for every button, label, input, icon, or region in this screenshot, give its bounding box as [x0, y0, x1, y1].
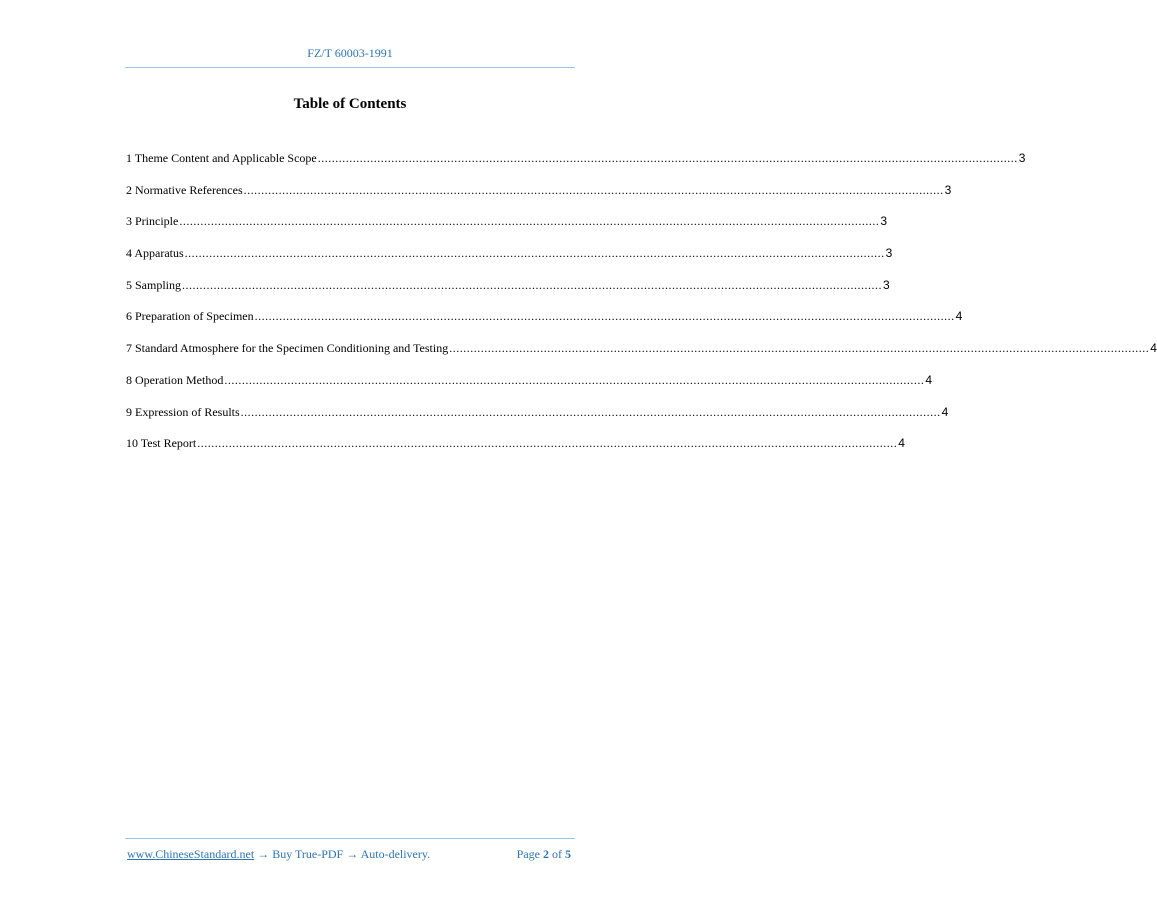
- page-of: of: [549, 847, 565, 861]
- toc-entry[interactable]: [126, 402, 949, 434]
- toc-leader-dots: ........................................................................................................................................................................................................: [197, 436, 898, 451]
- header-divider: [125, 67, 575, 68]
- toc-entry-label: 3 Principle: [126, 214, 179, 229]
- toc-entry[interactable]: [126, 433, 905, 465]
- toc-entry-label: 9 Expression of Results: [126, 404, 240, 419]
- toc-entry-page: 3: [883, 277, 890, 292]
- toc-entry-label: 4 Apparatus: [126, 246, 184, 261]
- toc-entry[interactable]: [126, 338, 1157, 370]
- toc-entry-label: 5 Sampling: [126, 277, 182, 292]
- toc-entry-page: 4: [925, 372, 932, 387]
- toc-entry-page: 4: [898, 436, 905, 451]
- footer-promo: [127, 847, 430, 862]
- toc-leader-dots: ........................................................................................................................................................................................................: [240, 404, 941, 419]
- toc-leader-dots: ........................................................................................................................................................................................................: [317, 151, 1018, 165]
- toc-leader-dots: ........................................................................................................................................................................................................: [224, 372, 925, 387]
- running-footer: [127, 847, 571, 862]
- toc-entry-page: 3: [1018, 151, 1026, 165]
- toc-leader-dots: ........................................................................................................................................................................................................: [254, 309, 955, 324]
- toc-entry-page: 4: [955, 309, 963, 324]
- toc-leader-dots: ........................................................................................................................................................................................................: [179, 214, 880, 229]
- toc-entry[interactable]: [126, 306, 963, 338]
- toc-entry-page: 4: [1150, 341, 1157, 356]
- page-prefix: Page: [516, 847, 543, 861]
- toc-entry[interactable]: [126, 211, 888, 243]
- toc-entry[interactable]: [126, 243, 893, 275]
- toc-entry-label: 6 Preparation of Specimen: [126, 309, 254, 324]
- toc-title: Table of Contents: [293, 96, 407, 112]
- toc-entry-label: 1 Theme Content and Applicable Scope: [126, 151, 317, 165]
- toc-entry-page: 3: [885, 246, 893, 261]
- toc-list: [126, 148, 1157, 465]
- toc-entry[interactable]: [126, 275, 890, 307]
- toc-leader-dots: ........................................................................................................................................................................................................: [182, 277, 883, 292]
- toc-entry[interactable]: [126, 180, 952, 212]
- toc-entry-label: 8 Operation Method: [126, 372, 224, 387]
- toc-entry[interactable]: [126, 370, 932, 402]
- page-current: 2: [543, 847, 549, 861]
- toc-entry-page: 4: [941, 404, 949, 419]
- footer-divider: [125, 838, 575, 839]
- promo-text: → Buy True-PDF → Auto-delivery.: [254, 847, 431, 861]
- page-total: 5: [565, 847, 571, 861]
- running-header: [125, 46, 575, 61]
- toc-entry[interactable]: [126, 148, 1026, 180]
- toc-entry-page: 3: [880, 214, 888, 229]
- toc-entry-label: 7 Standard Atmosphere for the Specimen Conditioning and Testing: [126, 341, 449, 356]
- toc-entry-label: 10 Test Report: [126, 436, 197, 451]
- toc-leader-dots: ........................................................................................................................................................................................................: [184, 246, 885, 261]
- toc-entry-label: 2 Normative References: [126, 182, 243, 197]
- toc-leader-dots: ........................................................................................................................................................................................................: [243, 182, 944, 197]
- site-link[interactable]: www.ChineseStandard.net: [127, 847, 255, 861]
- toc-leader-dots: ........................................................................................................................................................................................................: [449, 341, 1150, 356]
- standard-code: FZ/T 60003-1991: [307, 46, 393, 60]
- page-indicator: [517, 847, 571, 862]
- toc-entry-page: 3: [944, 182, 952, 197]
